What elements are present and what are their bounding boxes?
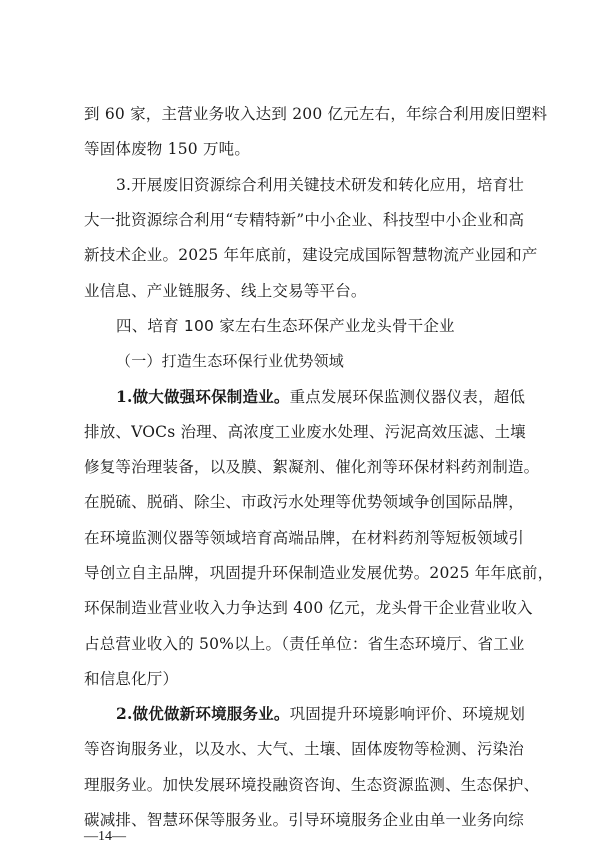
paragraph-line: 排放、VOCs 治理、高浓度工业废水处理、污泥高效压滤、土壤 [84, 423, 526, 441]
item-title: 2.做优做新环境服务业。 [116, 704, 290, 723]
page-number: —14— [84, 829, 126, 844]
paragraph-line: 大一批资源综合利用“专精特新”中小企业、科技型中小企业和高 [84, 211, 525, 229]
section-heading: 四、培育 100 家左右生态环保产业龙头骨干企业 [116, 317, 455, 335]
paragraph-line [116, 704, 524, 724]
paragraph-line: 等固体废物 150 万吨。 [84, 140, 251, 158]
paragraph-line: 新技术企业。2025 年年底前，建设完成国际智慧物流产业园和产 [84, 246, 538, 264]
paragraph-line: 导创立自主品牌，巩固提升环保制造业发展优势。2025 年年底前， [84, 564, 554, 582]
paragraph-line [116, 387, 524, 407]
paragraph-line: 在脱硫、脱硝、除尘、市政污水处理等优势领域争创国际品牌， [84, 493, 524, 511]
paragraph-line: 业信息、产业链服务、线上交易等平台。 [84, 282, 367, 300]
item-text: 重点发展环保监测仪器仪表，超低 [289, 388, 526, 406]
item-text: 巩固提升环境影响评价、环境规划 [289, 705, 526, 723]
paragraph-line: 修复等治理装备，以及膜、絮凝剂、催化剂等环保材料药剂制造。 [84, 458, 540, 476]
paragraph-line: 碳减排、智慧环保等服务业。引导环境服务企业由单一业务向综 [84, 811, 524, 829]
paragraph-line: 到 60 家，主营业务收入达到 200 亿元左右，年综合利用废旧塑料 [84, 105, 548, 123]
paragraph-line: 理服务业。加快发展环境投融资咨询、生态资源监测、生态保护、 [84, 776, 540, 794]
paragraph-line: 占总营业收入的 50%以上。（责任单位：省生态环境厅、省工业 [84, 635, 525, 653]
paragraph-line: 环保制造业营业收入力争达到 400 亿元，龙头骨干企业营业收入 [84, 599, 533, 617]
paragraph-line: 等咨询服务业，以及水、大气、土壤、固体废物等检测、污染治 [84, 740, 524, 758]
subsection-heading: （一）打造生态环保行业优势领域 [116, 352, 345, 370]
paragraph-line: 在环境监测仪器等领域培育高端品牌，在材料药剂等短板领域引 [84, 529, 524, 547]
item-title: 1.做大做强环保制造业。 [116, 387, 290, 406]
paragraph-line: 3.开展废旧资源综合利用关键技术研发和转化应用，培育壮 [116, 176, 524, 194]
paragraph-line: 和信息化厅） [84, 670, 179, 688]
